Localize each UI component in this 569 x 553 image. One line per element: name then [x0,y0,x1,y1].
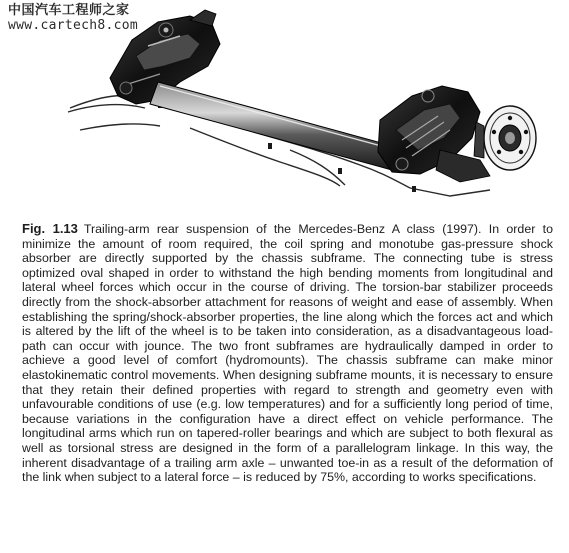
right-subframe [378,86,490,182]
caption-text: Trailing-arm rear suspension of the Mercedes-Benz A class (1997). In order to minimize the amount of room required, the coil spring and monotube gas-pressure shock absorber are directly supported by the chassis subframe. The connecting tube is stress optimized oval shaped in order to withstand the high bending moments from longitudinal and lateral wheel forces which occur in the course of driving. The torsion-bar stabilizer proceeds directly from the shock-absorber attachment for reasons of weight and ease of assembly. When establishing the spring/shock-absorber properties, the line along which the forces act and which is altered by the lift of the wheel is to be taken into consideration, as a disadvantageous load-path can occur with jounce. The two front subframes are hydraulically damped in order to achieve a good level of comfort (hydromounts). The chassis subframe can make minor elastokinematic control movements. When designing subframe mounts, it is necessary to ensure that they retain their defined properties with regard to strength and geometry even with unfavourable conditions of use (e.g. low temperatures) and for a sufficiently long period of time, because variations in the configuration have a direct effect on vehicle performance. The longitudinal arms which run on tapered-roller bearings and which are subject to both flexural as well as torsional stress are designed in the form of a parallelogram linkage. In this way, the inherent disadvantage of a trailing arm axle – unwanted toe-in as a result of the deformation of the link when subject to a lateral force – is reduced by 75%, according to works specifications. [22,222,553,485]
figure-label: Fig. 1.13 [22,221,78,236]
watermark-site-name: 中国汽车工程师之家 [8,3,130,18]
connecting-tube [150,82,400,170]
watermark-url: www.cartech8.com [8,17,139,33]
wheel-hub [474,106,536,170]
watermark [8,4,138,34]
figure-caption [22,222,553,485]
